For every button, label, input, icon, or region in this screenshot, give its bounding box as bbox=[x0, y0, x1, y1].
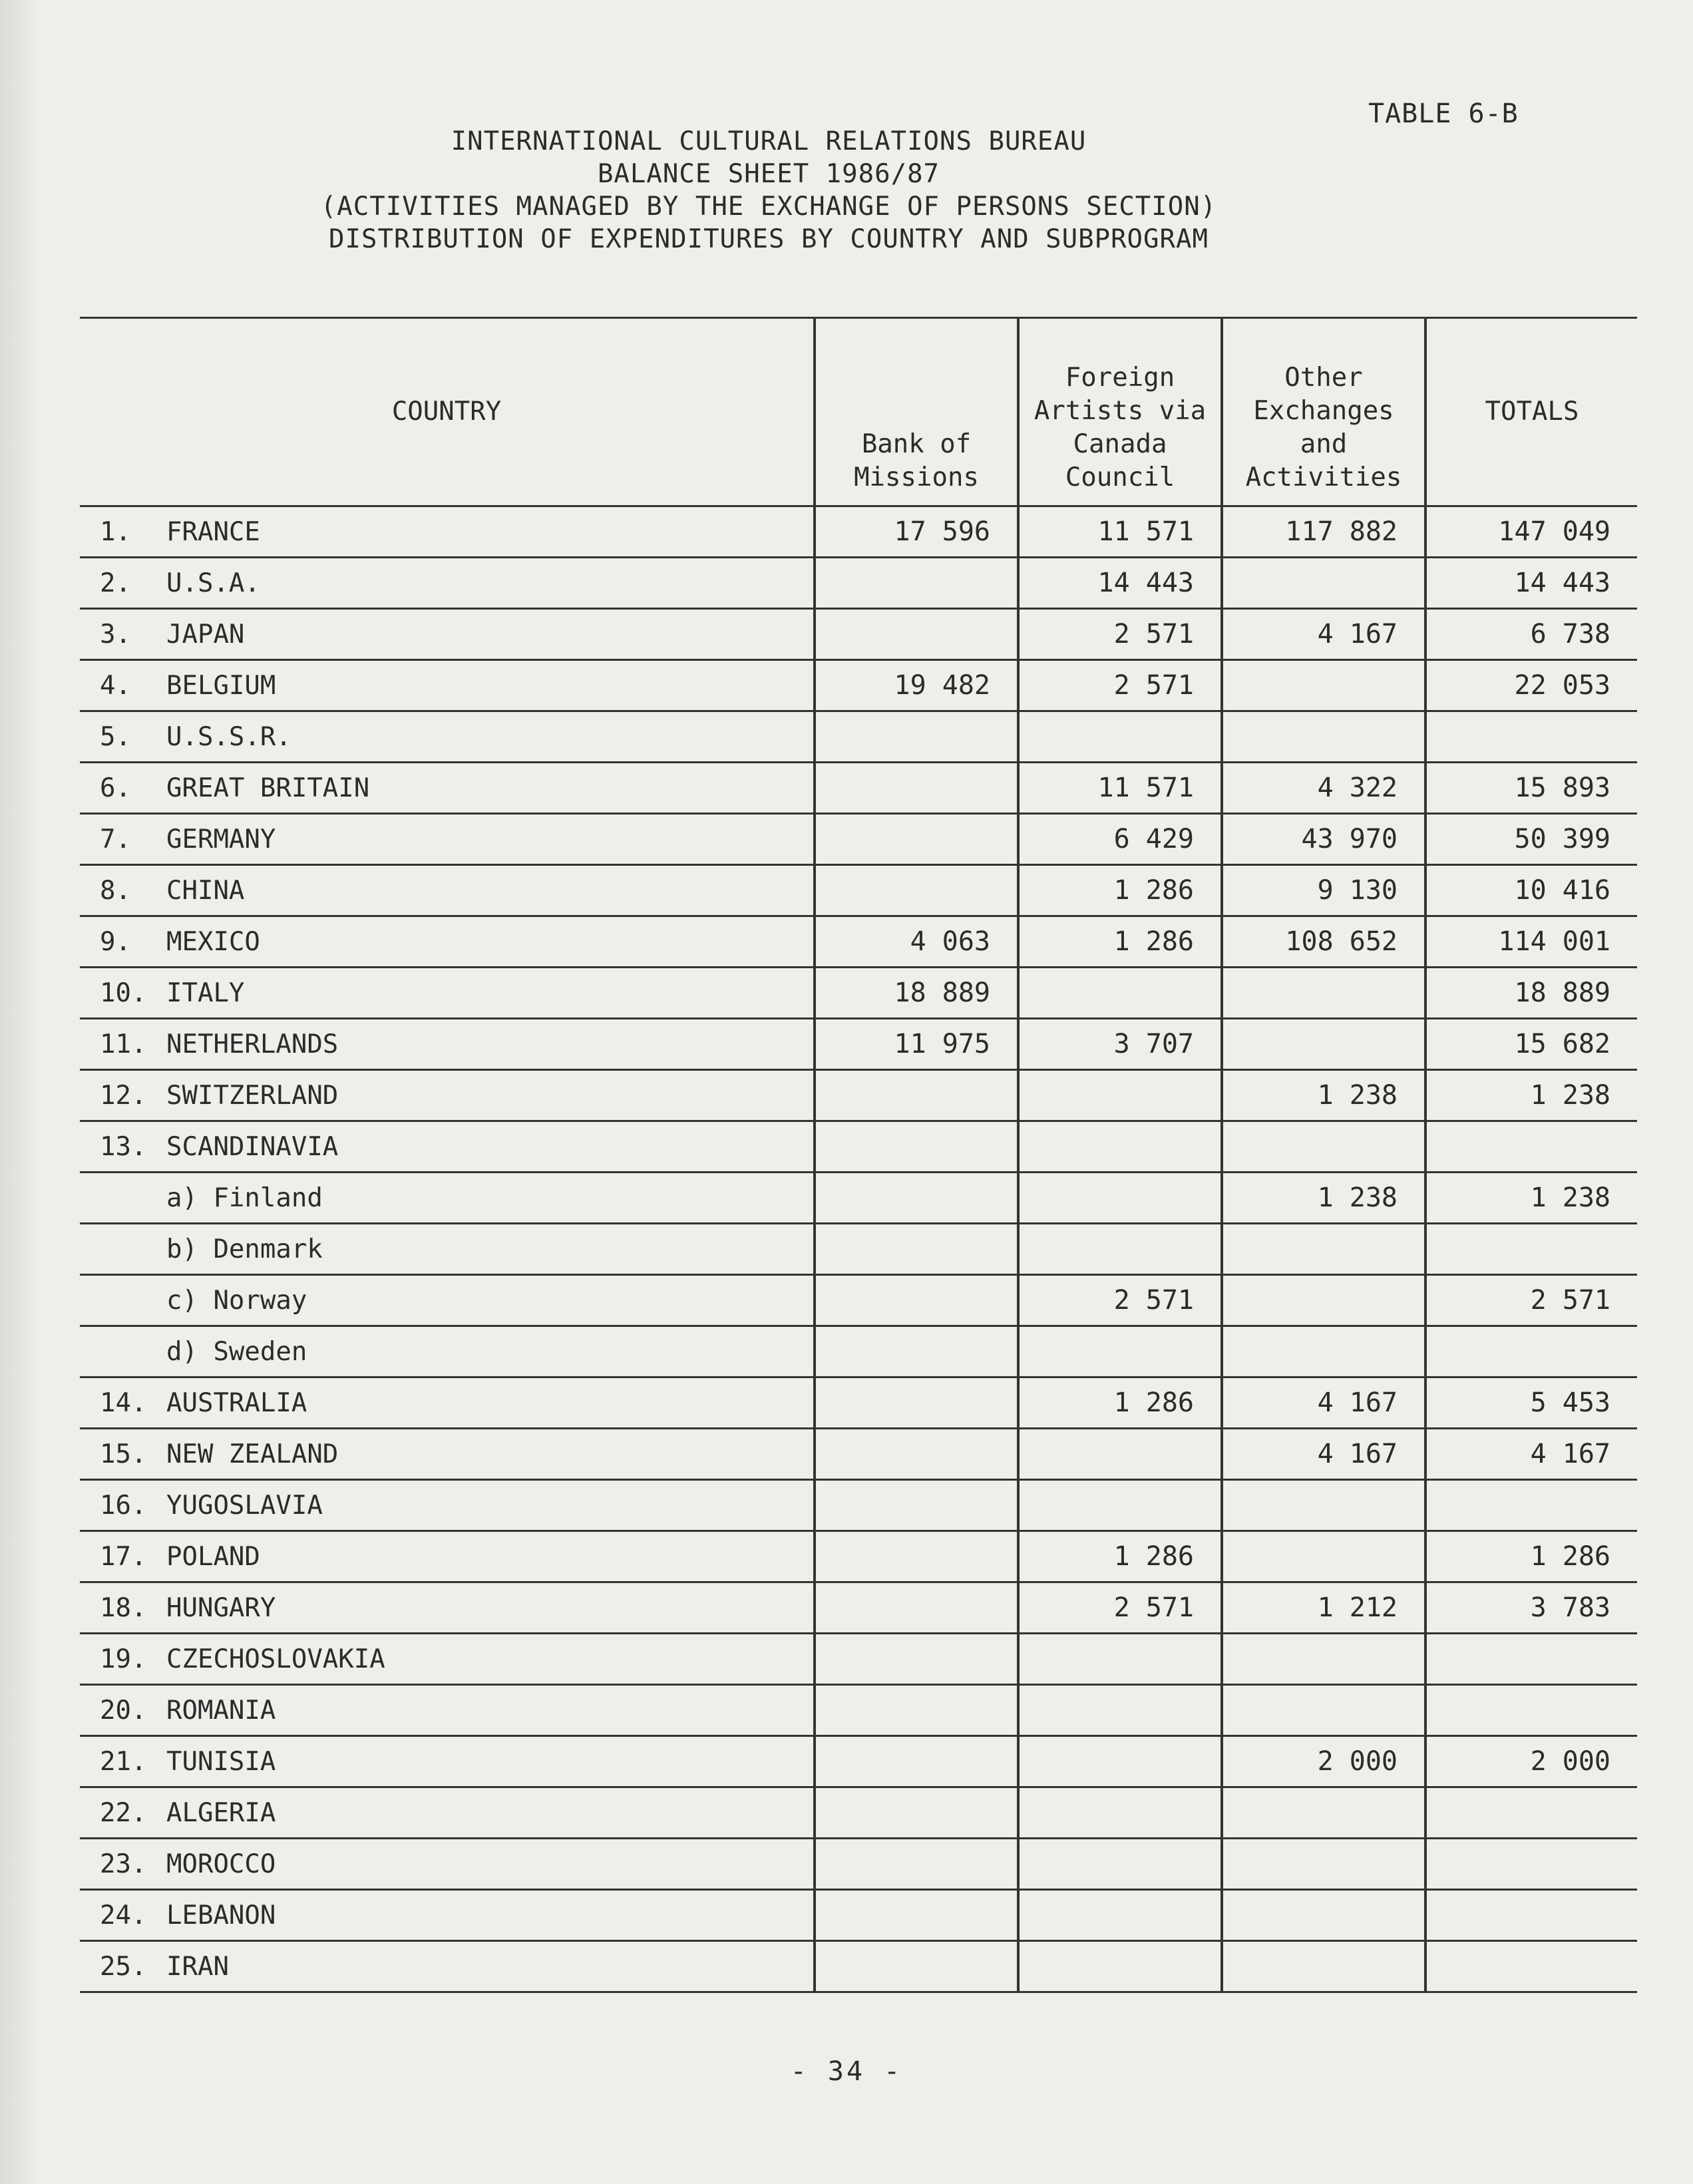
totals-cell: 1 286 bbox=[1425, 1531, 1637, 1582]
totals-cell: 22 053 bbox=[1425, 660, 1637, 711]
foreign-artists-cell bbox=[1018, 1121, 1222, 1173]
row-number: 8. bbox=[100, 875, 131, 906]
other-header-line-4: Activities bbox=[1245, 462, 1402, 492]
other-exchanges-cell bbox=[1222, 1839, 1425, 1890]
totals-cell: 50 399 bbox=[1425, 814, 1637, 865]
artists-header-line-2: Artists via bbox=[1034, 396, 1207, 426]
totals-cell bbox=[1425, 1787, 1637, 1839]
totals-cell: 4 167 bbox=[1425, 1429, 1637, 1480]
foreign-artists-cell bbox=[1018, 1634, 1222, 1685]
bank-of-missions-cell bbox=[815, 1634, 1018, 1685]
other-exchanges-cell: 108 652 bbox=[1222, 916, 1425, 968]
table-row bbox=[80, 1480, 1637, 1531]
foreign-artists-cell: 1 286 bbox=[1018, 1377, 1222, 1429]
country-name: TUNISIA bbox=[166, 1746, 276, 1777]
table-row bbox=[80, 1941, 1637, 1992]
header-line-2: BALANCE SHEET 1986/87 bbox=[597, 159, 940, 189]
country-cell bbox=[80, 1839, 815, 1890]
bank-of-missions-cell: 18 889 bbox=[815, 968, 1018, 1019]
header-line-4: DISTRIBUTION OF EXPENDITURES BY COUNTRY AND SUBPROGRAM bbox=[329, 224, 1209, 254]
artists-header-line-3: Canada bbox=[1073, 429, 1167, 459]
row-number: 18. bbox=[100, 1592, 147, 1623]
other-exchanges-cell: 4 167 bbox=[1222, 1429, 1425, 1480]
table-row bbox=[80, 1839, 1637, 1890]
other-exchanges-cell bbox=[1222, 1019, 1425, 1070]
country-name: U.S.A. bbox=[166, 568, 260, 598]
country-cell bbox=[80, 1531, 815, 1582]
country-name: NETHERLANDS bbox=[166, 1029, 339, 1059]
country-cell bbox=[80, 1070, 815, 1121]
row-number: 15. bbox=[100, 1439, 147, 1469]
expenditure-table bbox=[80, 317, 1637, 1993]
totals-cell: 10 416 bbox=[1425, 865, 1637, 916]
country-cell bbox=[80, 711, 815, 763]
country-cell bbox=[80, 1787, 815, 1839]
country-name: AUSTRALIA bbox=[166, 1387, 307, 1418]
country-cell bbox=[80, 1736, 815, 1787]
bank-of-missions-cell bbox=[815, 558, 1018, 609]
totals-cell bbox=[1425, 1480, 1637, 1531]
foreign-artists-cell: 3 707 bbox=[1018, 1019, 1222, 1070]
column-header-country bbox=[80, 318, 815, 506]
bank-of-missions-cell bbox=[815, 1787, 1018, 1839]
country-name: b) Denmark bbox=[166, 1234, 323, 1264]
row-number: 14. bbox=[100, 1387, 147, 1418]
country-name: FRANCE bbox=[166, 516, 260, 547]
country-name: SWITZERLAND bbox=[166, 1080, 339, 1111]
bank-of-missions-cell bbox=[815, 1839, 1018, 1890]
table-row bbox=[80, 1070, 1637, 1121]
row-number: 6. bbox=[100, 773, 131, 803]
table-body bbox=[80, 506, 1637, 1992]
bank-of-missions-cell bbox=[815, 814, 1018, 865]
country-cell bbox=[80, 506, 815, 558]
country-cell bbox=[80, 1121, 815, 1173]
country-cell bbox=[80, 1429, 815, 1480]
totals-cell: 1 238 bbox=[1425, 1173, 1637, 1224]
foreign-artists-cell bbox=[1018, 1173, 1222, 1224]
country-cell bbox=[80, 1890, 815, 1941]
totals-cell: 2 000 bbox=[1425, 1736, 1637, 1787]
bank-of-missions-cell: 19 482 bbox=[815, 660, 1018, 711]
bank-of-missions-cell: 4 063 bbox=[815, 916, 1018, 968]
other-exchanges-cell bbox=[1222, 1275, 1425, 1326]
document-header bbox=[200, 125, 1338, 256]
bank-header-line-2: Missions bbox=[854, 462, 979, 492]
totals-cell: 15 682 bbox=[1425, 1019, 1637, 1070]
country-name: JAPAN bbox=[166, 619, 245, 649]
totals-cell bbox=[1425, 1839, 1637, 1890]
totals-cell: 14 443 bbox=[1425, 558, 1637, 609]
bank-of-missions-cell bbox=[815, 1480, 1018, 1531]
bank-of-missions-cell: 17 596 bbox=[815, 506, 1018, 558]
row-number: 3. bbox=[100, 619, 131, 649]
foreign-artists-cell: 1 286 bbox=[1018, 1531, 1222, 1582]
country-cell bbox=[80, 1173, 815, 1224]
other-exchanges-cell bbox=[1222, 711, 1425, 763]
totals-cell bbox=[1425, 1326, 1637, 1377]
other-exchanges-cell bbox=[1222, 1224, 1425, 1275]
foreign-artists-cell bbox=[1018, 1480, 1222, 1531]
country-cell bbox=[80, 1224, 815, 1275]
totals-cell: 2 571 bbox=[1425, 1275, 1637, 1326]
country-cell bbox=[80, 1275, 815, 1326]
table-row bbox=[80, 1173, 1637, 1224]
foreign-artists-cell bbox=[1018, 968, 1222, 1019]
other-exchanges-cell bbox=[1222, 1685, 1425, 1736]
country-cell bbox=[80, 609, 815, 660]
country-name: IRAN bbox=[166, 1951, 229, 1982]
totals-cell: 15 893 bbox=[1425, 763, 1637, 814]
other-exchanges-cell bbox=[1222, 1480, 1425, 1531]
country-cell bbox=[80, 1326, 815, 1377]
country-cell bbox=[80, 814, 815, 865]
bank-of-missions-cell: 11 975 bbox=[815, 1019, 1018, 1070]
country-cell bbox=[80, 865, 815, 916]
totals-cell: 1 238 bbox=[1425, 1070, 1637, 1121]
country-cell bbox=[80, 763, 815, 814]
table-row bbox=[80, 711, 1637, 763]
country-name: BELGIUM bbox=[166, 670, 276, 701]
bank-of-missions-cell bbox=[815, 763, 1018, 814]
row-number: 17. bbox=[100, 1541, 147, 1572]
totals-cell: 3 783 bbox=[1425, 1582, 1637, 1634]
bank-of-missions-cell bbox=[815, 1326, 1018, 1377]
table-row bbox=[80, 1787, 1637, 1839]
other-exchanges-cell bbox=[1222, 1634, 1425, 1685]
bank-of-missions-cell bbox=[815, 1070, 1018, 1121]
other-exchanges-cell: 9 130 bbox=[1222, 865, 1425, 916]
bank-of-missions-cell bbox=[815, 1173, 1018, 1224]
country-name: ALGERIA bbox=[166, 1797, 276, 1828]
bank-header-line-1: Bank of bbox=[861, 429, 972, 459]
other-header-line-1: Other bbox=[1284, 363, 1363, 393]
bank-of-missions-cell bbox=[815, 1429, 1018, 1480]
foreign-artists-cell: 6 429 bbox=[1018, 814, 1222, 865]
country-name: GREAT BRITAIN bbox=[166, 773, 370, 803]
other-exchanges-cell: 4 322 bbox=[1222, 763, 1425, 814]
other-exchanges-cell bbox=[1222, 558, 1425, 609]
other-exchanges-cell bbox=[1222, 968, 1425, 1019]
bank-of-missions-cell bbox=[815, 1275, 1018, 1326]
foreign-artists-cell: 11 571 bbox=[1018, 506, 1222, 558]
bank-of-missions-cell bbox=[815, 1121, 1018, 1173]
country-name: GERMANY bbox=[166, 824, 276, 854]
country-name: ROMANIA bbox=[166, 1695, 276, 1726]
foreign-artists-cell: 11 571 bbox=[1018, 763, 1222, 814]
foreign-artists-cell: 14 443 bbox=[1018, 558, 1222, 609]
row-number: 19. bbox=[100, 1644, 147, 1674]
country-name: c) Norway bbox=[166, 1285, 307, 1316]
bank-of-missions-cell bbox=[815, 865, 1018, 916]
row-number: 20. bbox=[100, 1695, 147, 1726]
table-row bbox=[80, 865, 1637, 916]
other-exchanges-cell bbox=[1222, 1531, 1425, 1582]
bank-of-missions-cell bbox=[815, 711, 1018, 763]
table-header-row bbox=[80, 318, 1637, 506]
other-exchanges-cell: 4 167 bbox=[1222, 1377, 1425, 1429]
foreign-artists-cell bbox=[1018, 1736, 1222, 1787]
country-cell bbox=[80, 1941, 815, 1992]
foreign-artists-cell: 2 571 bbox=[1018, 609, 1222, 660]
country-cell bbox=[80, 558, 815, 609]
foreign-artists-cell: 1 286 bbox=[1018, 916, 1222, 968]
table-row bbox=[80, 1685, 1637, 1736]
header-line-1: INTERNATIONAL CULTURAL RELATIONS BUREAU bbox=[451, 126, 1087, 156]
other-exchanges-cell: 1 238 bbox=[1222, 1173, 1425, 1224]
other-exchanges-cell: 117 882 bbox=[1222, 506, 1425, 558]
table-row bbox=[80, 1582, 1637, 1634]
row-number: 21. bbox=[100, 1746, 147, 1777]
foreign-artists-cell bbox=[1018, 1224, 1222, 1275]
table-row bbox=[80, 1019, 1637, 1070]
row-number: 4. bbox=[100, 670, 131, 701]
country-name: MEXICO bbox=[166, 926, 260, 957]
table-row bbox=[80, 558, 1637, 609]
bank-of-missions-cell bbox=[815, 1377, 1018, 1429]
country-name: SCANDINAVIA bbox=[166, 1131, 339, 1162]
other-exchanges-cell bbox=[1222, 1326, 1425, 1377]
table-row bbox=[80, 1224, 1637, 1275]
bank-of-missions-cell bbox=[815, 1582, 1018, 1634]
bank-of-missions-cell bbox=[815, 1224, 1018, 1275]
table-row bbox=[80, 1736, 1637, 1787]
bank-of-missions-cell bbox=[815, 1531, 1018, 1582]
table-row bbox=[80, 1275, 1637, 1326]
foreign-artists-cell bbox=[1018, 1685, 1222, 1736]
artists-header-line-4: Council bbox=[1065, 462, 1175, 492]
country-cell bbox=[80, 1634, 815, 1685]
table-row bbox=[80, 506, 1637, 558]
bank-of-missions-cell bbox=[815, 1941, 1018, 1992]
other-exchanges-cell: 1 238 bbox=[1222, 1070, 1425, 1121]
bank-of-missions-cell bbox=[815, 1890, 1018, 1941]
table-row bbox=[80, 814, 1637, 865]
table-row bbox=[80, 1890, 1637, 1941]
other-exchanges-cell bbox=[1222, 1121, 1425, 1173]
row-number: 23. bbox=[100, 1849, 147, 1879]
country-name: CHINA bbox=[166, 875, 245, 906]
foreign-artists-cell bbox=[1018, 711, 1222, 763]
other-exchanges-cell bbox=[1222, 1787, 1425, 1839]
other-exchanges-cell: 4 167 bbox=[1222, 609, 1425, 660]
column-header-totals bbox=[1425, 318, 1637, 506]
country-name: HUNGARY bbox=[166, 1592, 276, 1623]
totals-cell: 147 049 bbox=[1425, 506, 1637, 558]
totals-cell bbox=[1425, 1634, 1637, 1685]
other-exchanges-cell: 43 970 bbox=[1222, 814, 1425, 865]
country-name: CZECHOSLOVAKIA bbox=[166, 1644, 385, 1674]
totals-cell: 6 738 bbox=[1425, 609, 1637, 660]
table-row bbox=[80, 1429, 1637, 1480]
totals-cell: 5 453 bbox=[1425, 1377, 1637, 1429]
table-row bbox=[80, 968, 1637, 1019]
totals-header-label: TOTALS bbox=[1485, 397, 1579, 427]
foreign-artists-cell bbox=[1018, 1429, 1222, 1480]
row-number: 9. bbox=[100, 926, 131, 957]
table-id: TABLE 6-B bbox=[1368, 98, 1519, 129]
row-number: 10. bbox=[100, 978, 147, 1008]
foreign-artists-cell: 2 571 bbox=[1018, 1275, 1222, 1326]
foreign-artists-cell bbox=[1018, 1326, 1222, 1377]
row-number: 22. bbox=[100, 1797, 147, 1828]
totals-cell bbox=[1425, 1685, 1637, 1736]
other-exchanges-cell bbox=[1222, 1890, 1425, 1941]
country-name: d) Sweden bbox=[166, 1336, 307, 1367]
totals-cell bbox=[1425, 1224, 1637, 1275]
row-number: 1. bbox=[100, 516, 131, 547]
table-row bbox=[80, 1634, 1637, 1685]
totals-cell bbox=[1425, 711, 1637, 763]
other-exchanges-cell: 2 000 bbox=[1222, 1736, 1425, 1787]
artists-header-line-1: Foreign bbox=[1065, 363, 1175, 393]
row-number: 7. bbox=[100, 824, 131, 854]
column-header-foreign-artists bbox=[1018, 318, 1222, 506]
table-row bbox=[80, 1121, 1637, 1173]
table-row bbox=[80, 916, 1637, 968]
country-cell bbox=[80, 916, 815, 968]
row-number: 25. bbox=[100, 1951, 147, 1982]
table-row bbox=[80, 609, 1637, 660]
country-name: U.S.S.R. bbox=[166, 721, 291, 752]
other-exchanges-cell bbox=[1222, 660, 1425, 711]
foreign-artists-cell: 1 286 bbox=[1018, 865, 1222, 916]
table-row bbox=[80, 660, 1637, 711]
totals-cell: 18 889 bbox=[1425, 968, 1637, 1019]
country-name: MOROCCO bbox=[166, 1849, 276, 1879]
row-number: 2. bbox=[100, 568, 131, 598]
other-header-line-3: and bbox=[1300, 429, 1348, 459]
country-cell bbox=[80, 1377, 815, 1429]
country-header-label: COUNTRY bbox=[391, 397, 502, 427]
table-row bbox=[80, 1326, 1637, 1377]
country-name: NEW ZEALAND bbox=[166, 1439, 339, 1469]
table-row bbox=[80, 763, 1637, 814]
row-number: 5. bbox=[100, 721, 131, 752]
column-header-other-exchanges bbox=[1222, 318, 1425, 506]
country-name: YUGOSLAVIA bbox=[166, 1490, 323, 1521]
country-cell bbox=[80, 1480, 815, 1531]
totals-cell: 114 001 bbox=[1425, 916, 1637, 968]
country-cell bbox=[80, 1019, 815, 1070]
header-line-3: (ACTIVITIES MANAGED BY THE EXCHANGE OF PERSONS SECTION) bbox=[320, 192, 1217, 222]
row-number: 24. bbox=[100, 1900, 147, 1930]
country-name: a) Finland bbox=[166, 1183, 323, 1213]
bank-of-missions-cell bbox=[815, 1736, 1018, 1787]
row-number: 16. bbox=[100, 1490, 147, 1521]
foreign-artists-cell: 2 571 bbox=[1018, 660, 1222, 711]
row-number: 12. bbox=[100, 1080, 147, 1111]
foreign-artists-cell bbox=[1018, 1890, 1222, 1941]
country-name: ITALY bbox=[166, 978, 245, 1008]
totals-cell bbox=[1425, 1890, 1637, 1941]
other-exchanges-cell bbox=[1222, 1941, 1425, 1992]
table-row bbox=[80, 1531, 1637, 1582]
page-edge bbox=[0, 0, 40, 2184]
other-header-line-2: Exchanges bbox=[1253, 396, 1394, 426]
foreign-artists-cell bbox=[1018, 1070, 1222, 1121]
table-row bbox=[80, 1377, 1637, 1429]
country-cell bbox=[80, 660, 815, 711]
country-cell bbox=[80, 968, 815, 1019]
bank-of-missions-cell bbox=[815, 609, 1018, 660]
foreign-artists-cell: 2 571 bbox=[1018, 1582, 1222, 1634]
page-number: - 34 - bbox=[790, 2056, 903, 2087]
foreign-artists-cell bbox=[1018, 1941, 1222, 1992]
other-exchanges-cell: 1 212 bbox=[1222, 1582, 1425, 1634]
bank-of-missions-cell bbox=[815, 1685, 1018, 1736]
country-name: POLAND bbox=[166, 1541, 260, 1572]
country-cell bbox=[80, 1685, 815, 1736]
row-number: 13. bbox=[100, 1131, 147, 1162]
totals-cell bbox=[1425, 1121, 1637, 1173]
country-cell bbox=[80, 1582, 815, 1634]
totals-cell bbox=[1425, 1941, 1637, 1992]
foreign-artists-cell bbox=[1018, 1787, 1222, 1839]
column-header-bank-of-missions bbox=[815, 318, 1018, 506]
row-number: 11. bbox=[100, 1029, 147, 1059]
foreign-artists-cell bbox=[1018, 1839, 1222, 1890]
country-name: LEBANON bbox=[166, 1900, 276, 1930]
